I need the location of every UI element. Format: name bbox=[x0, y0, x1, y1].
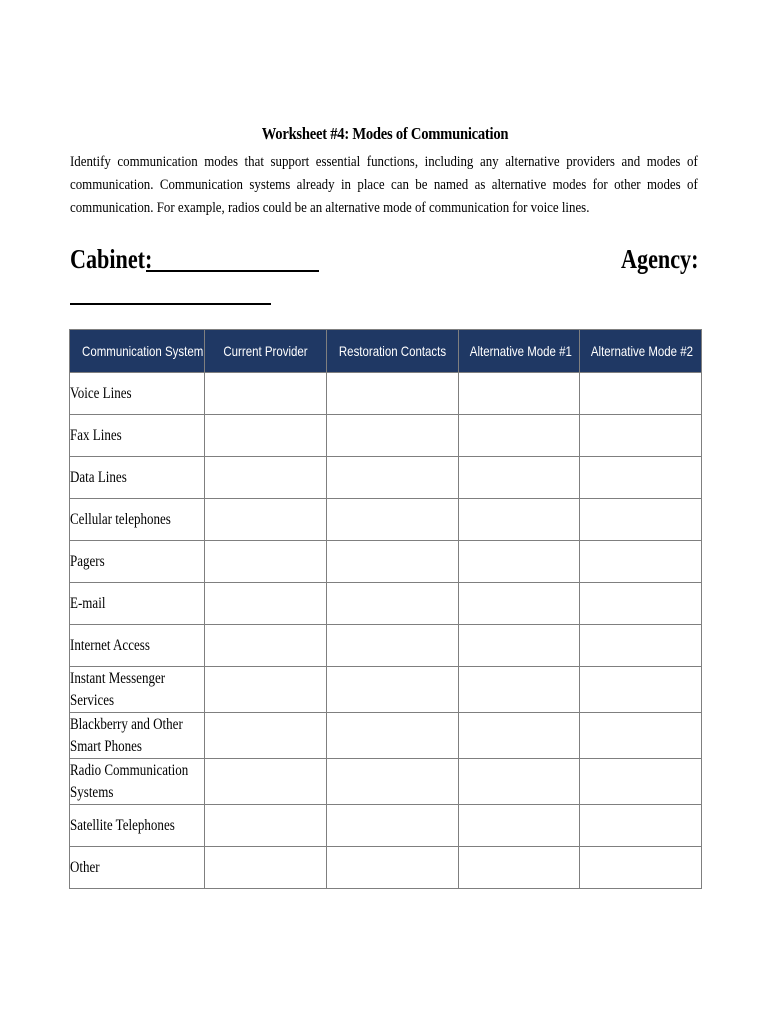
table-cell[interactable] bbox=[459, 415, 580, 457]
column-header-alternative-mode-2: Alternative Mode #2 bbox=[580, 330, 702, 373]
table-cell[interactable] bbox=[580, 625, 702, 667]
table-cell[interactable] bbox=[327, 625, 459, 667]
communication-table bbox=[69, 329, 702, 889]
table-cell[interactable] bbox=[459, 667, 580, 713]
row-label: Data Lines bbox=[70, 457, 205, 499]
table-cell[interactable] bbox=[459, 373, 580, 415]
table-row bbox=[70, 457, 702, 499]
row-label: Other bbox=[70, 847, 205, 889]
table-cell[interactable] bbox=[205, 373, 327, 415]
table-cell[interactable] bbox=[205, 541, 327, 583]
table-cell[interactable] bbox=[327, 499, 459, 541]
row-label: E-mail bbox=[70, 583, 205, 625]
column-header-restoration-contacts: Restoration Contacts bbox=[327, 330, 459, 373]
table-cell[interactable] bbox=[580, 373, 702, 415]
table-cell[interactable] bbox=[205, 713, 327, 759]
row-label: Blackberry and Other Smart Phones bbox=[70, 713, 205, 759]
table-cell[interactable] bbox=[580, 713, 702, 759]
agency-label: Agency: bbox=[620, 244, 698, 274]
table-header-row bbox=[70, 330, 702, 373]
table-cell[interactable] bbox=[327, 667, 459, 713]
table-row bbox=[70, 541, 702, 583]
table-cell[interactable] bbox=[205, 583, 327, 625]
table-row bbox=[70, 625, 702, 667]
table-cell[interactable] bbox=[459, 583, 580, 625]
table-row bbox=[70, 499, 702, 541]
agency-blank-line[interactable] bbox=[70, 303, 271, 305]
table-cell[interactable] bbox=[327, 373, 459, 415]
table-row bbox=[70, 805, 702, 847]
table-row bbox=[70, 583, 702, 625]
table-row bbox=[70, 759, 702, 805]
table-cell[interactable] bbox=[205, 499, 327, 541]
table-cell[interactable] bbox=[580, 805, 702, 847]
row-label: Voice Lines bbox=[70, 373, 205, 415]
row-label: Cellular telephones bbox=[70, 499, 205, 541]
table-cell[interactable] bbox=[459, 625, 580, 667]
intro-paragraph: Identify communication modes that support essential functions, including any alternative providers and modes of communication. Communication systems already in place can be named as alternative modes for other modes of communication. For example, radios could be an alternative mode of communication for voice lines. bbox=[70, 154, 698, 216]
table-cell[interactable] bbox=[580, 847, 702, 889]
table-cell[interactable] bbox=[580, 667, 702, 713]
table-cell[interactable] bbox=[205, 415, 327, 457]
table-cell[interactable] bbox=[459, 713, 580, 759]
table-cell[interactable] bbox=[580, 415, 702, 457]
column-header-communication-system: Communication System bbox=[70, 330, 205, 373]
table-cell[interactable] bbox=[327, 457, 459, 499]
table-cell[interactable] bbox=[327, 713, 459, 759]
table-cell[interactable] bbox=[205, 805, 327, 847]
table-cell[interactable] bbox=[580, 457, 702, 499]
table-row bbox=[70, 415, 702, 457]
table-row bbox=[70, 713, 702, 759]
table-row bbox=[70, 847, 702, 889]
table-cell[interactable] bbox=[327, 415, 459, 457]
table-cell[interactable] bbox=[459, 847, 580, 889]
table-cell[interactable] bbox=[205, 625, 327, 667]
table-cell[interactable] bbox=[327, 583, 459, 625]
table-cell[interactable] bbox=[205, 847, 327, 889]
table-cell[interactable] bbox=[580, 583, 702, 625]
row-label: Fax Lines bbox=[70, 415, 205, 457]
row-label: Satellite Telephones bbox=[70, 805, 205, 847]
table-cell[interactable] bbox=[459, 541, 580, 583]
table-cell[interactable] bbox=[459, 805, 580, 847]
worksheet-title: Worksheet #4: Modes of Communication bbox=[261, 124, 509, 143]
table-cell[interactable] bbox=[327, 759, 459, 805]
table-cell[interactable] bbox=[205, 457, 327, 499]
row-label: Pagers bbox=[70, 541, 205, 583]
row-label: Internet Access bbox=[70, 625, 205, 667]
column-header-current-provider: Current Provider bbox=[205, 330, 327, 373]
table-cell[interactable] bbox=[580, 499, 702, 541]
table-cell[interactable] bbox=[205, 667, 327, 713]
cabinet-blank-line[interactable] bbox=[146, 270, 319, 272]
table-cell[interactable] bbox=[459, 499, 580, 541]
table-cell[interactable] bbox=[327, 805, 459, 847]
table-cell[interactable] bbox=[327, 541, 459, 583]
table-row bbox=[70, 667, 702, 713]
table-row bbox=[70, 373, 702, 415]
table-cell[interactable] bbox=[580, 541, 702, 583]
table-cell[interactable] bbox=[580, 759, 702, 805]
cabinet-label: Cabinet: bbox=[70, 244, 153, 274]
table-cell[interactable] bbox=[205, 759, 327, 805]
table-cell[interactable] bbox=[459, 759, 580, 805]
table-cell[interactable] bbox=[459, 457, 580, 499]
column-header-alternative-mode-1: Alternative Mode #1 bbox=[459, 330, 580, 373]
row-label: Instant Messenger Services bbox=[70, 667, 205, 713]
table-cell[interactable] bbox=[327, 847, 459, 889]
row-label: Radio Communication Systems bbox=[70, 759, 205, 805]
